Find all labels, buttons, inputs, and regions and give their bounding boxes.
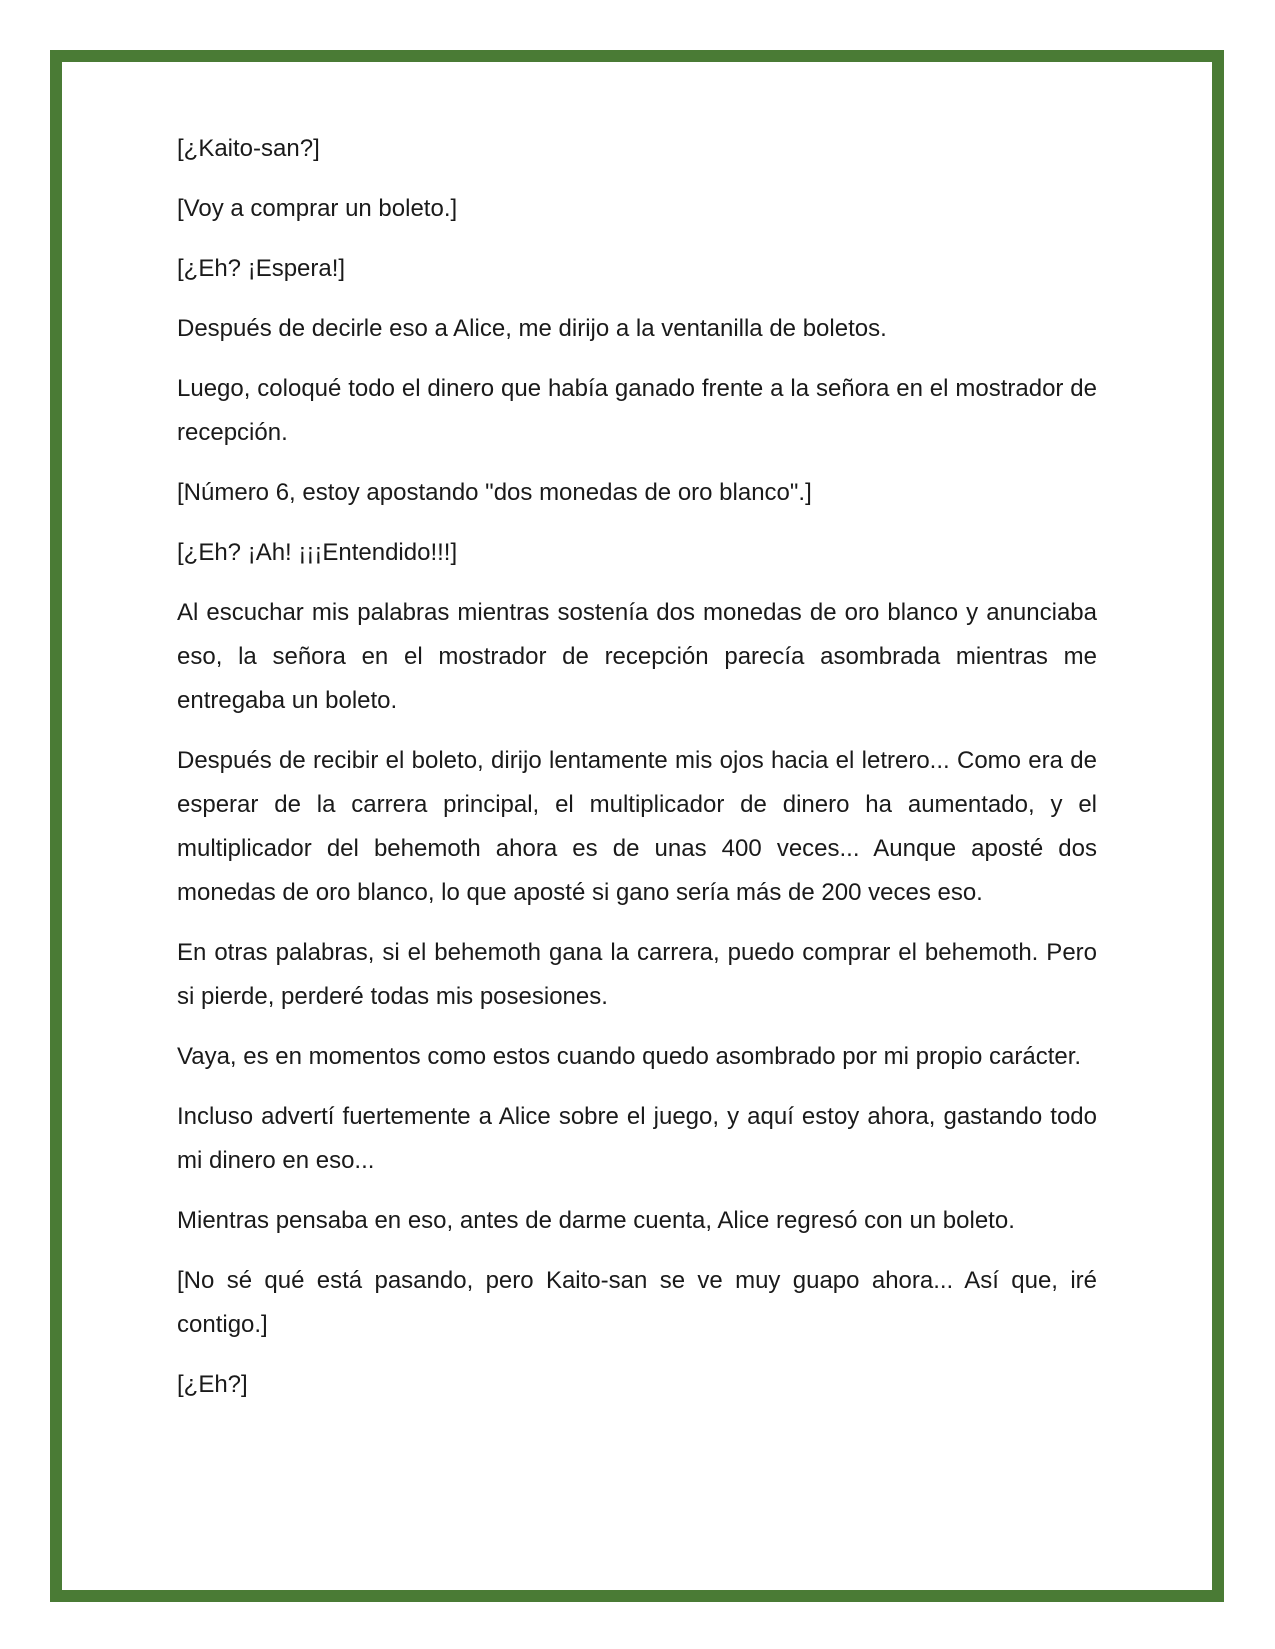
paragraph: [¿Kaito-san?] — [177, 135, 320, 162]
paragraph: [No sé qué está pasando, pero Kaito-san se ve muy guapo ahora... Así que, iré contigo.] — [177, 1267, 1097, 1338]
paragraph: En otras palabras, si el behemoth gana la carrera, puedo comprar el behemoth. Pero si pierde, perderé todas mis posesiones. — [177, 939, 1097, 1010]
paragraph: Luego, coloqué todo el dinero que había ganado frente a la señora en el mostrador de recepción. — [177, 375, 1097, 446]
paragraph: [¿Eh?] — [177, 1371, 248, 1398]
paragraph: [Número 6, estoy apostando "dos monedas de oro blanco".] — [177, 479, 812, 506]
paragraph: [¿Eh? ¡Espera!] — [177, 255, 346, 282]
document-body — [177, 127, 1097, 1423]
paragraph: Vaya, es en momentos como estos cuando quedo asombrado por mi propio carácter. — [177, 1043, 1082, 1070]
paragraph: [Voy a comprar un boleto.] — [177, 195, 458, 222]
paragraph: Después de recibir el boleto, dirijo lentamente mis ojos hacia el letrero... Como era de esperar de la carrera principal, el multiplicador de dinero ha aumentado, y el multiplicador del behemoth ahora es de unas 400 veces... Aunque aposté dos monedas de oro blanco, lo que aposté si gano sería más de 200 veces eso. — [177, 747, 1097, 906]
page-border — [50, 50, 1224, 1602]
paragraph: Al escuchar mis palabras mientras sostenía dos monedas de oro blanco y anunciaba eso, la señora en el mostrador de recepción parecía asombrada mientras me entregaba un boleto. — [177, 599, 1097, 714]
paragraph: Incluso advertí fuertemente a Alice sobre el juego, y aquí estoy ahora, gastando todo mi dinero en eso... — [177, 1103, 1097, 1174]
paragraph: [¿Eh? ¡Ah! ¡¡¡Entendido!!!] — [177, 539, 458, 566]
paragraph: Después de decirle eso a Alice, me dirijo a la ventanilla de boletos. — [177, 315, 887, 342]
paragraph: Mientras pensaba en eso, antes de darme cuenta, Alice regresó con un boleto. — [177, 1207, 1015, 1234]
